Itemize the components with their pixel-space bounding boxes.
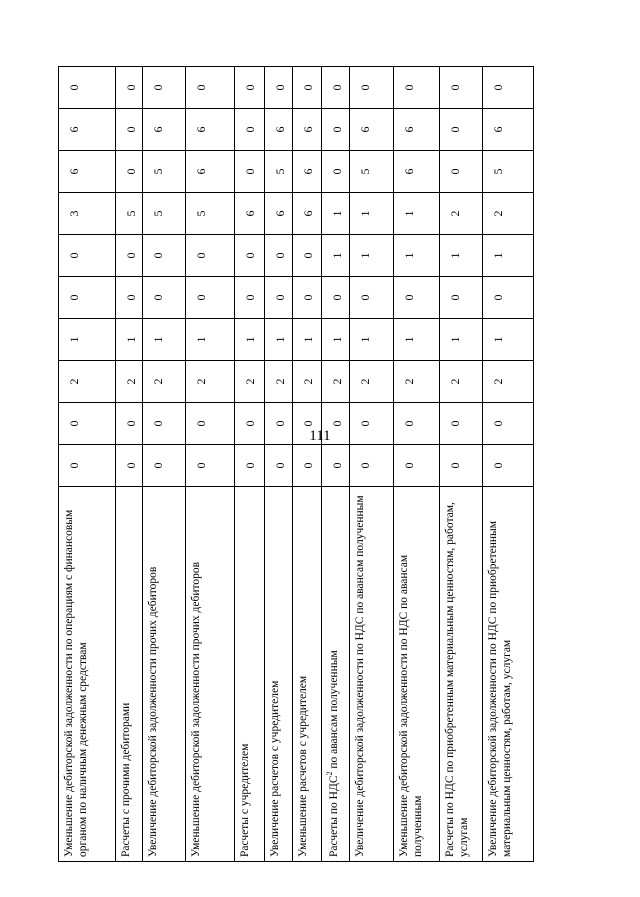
code-digit: 0 <box>59 403 116 445</box>
code-digit: 0 <box>293 235 322 277</box>
code-digit: 0 <box>322 403 350 445</box>
code-digit: 0 <box>235 403 265 445</box>
row-description: Уменьшение дебиторской задолженности прочих дебиторов <box>186 487 235 862</box>
code-digit: 0 <box>116 67 143 109</box>
table-row <box>350 67 394 862</box>
code-digit: 0 <box>483 67 534 109</box>
code-digit: 2 <box>394 361 440 403</box>
code-digit: 1 <box>483 319 534 361</box>
code-digit: 1 <box>186 319 235 361</box>
code-digit: 0 <box>440 109 483 151</box>
code-digit: 5 <box>186 193 235 235</box>
code-digit: 1 <box>394 193 440 235</box>
code-digit: 2 <box>143 361 186 403</box>
code-digit: 2 <box>440 361 483 403</box>
code-digit: 0 <box>59 445 116 487</box>
code-digit: 0 <box>350 277 394 319</box>
table-row <box>186 67 235 862</box>
code-digit: 0 <box>186 235 235 277</box>
code-digit: 1 <box>322 193 350 235</box>
code-digit: 2 <box>59 361 116 403</box>
code-digit: 0 <box>394 277 440 319</box>
code-digit: 6 <box>59 109 116 151</box>
code-digit: 6 <box>186 151 235 193</box>
account-codes-table <box>58 66 534 862</box>
code-digit: 2 <box>483 193 534 235</box>
code-digit: 1 <box>350 235 394 277</box>
table-row <box>59 67 116 862</box>
code-digit: 1 <box>143 319 186 361</box>
code-digit: 0 <box>143 67 186 109</box>
code-digit: 5 <box>350 151 394 193</box>
code-digit: 0 <box>143 277 186 319</box>
code-digit: 0 <box>59 67 116 109</box>
code-digit: 0 <box>394 403 440 445</box>
code-digit: 6 <box>59 151 116 193</box>
code-digit: 1 <box>59 319 116 361</box>
code-digit: 1 <box>265 319 293 361</box>
code-digit: 5 <box>116 193 143 235</box>
code-digit: 1 <box>350 319 394 361</box>
table-row <box>293 67 322 862</box>
code-digit: 6 <box>143 109 186 151</box>
code-digit: 6 <box>235 193 265 235</box>
row-description: Увеличение дебиторской задолженности по НДС по приобретенным материальным ценностям, работам, услугам <box>483 487 534 862</box>
code-digit: 1 <box>293 319 322 361</box>
code-digit: 6 <box>293 193 322 235</box>
code-digit: 6 <box>394 151 440 193</box>
page-number: 111 <box>309 428 331 444</box>
code-digit: 5 <box>143 151 186 193</box>
code-digit: 1 <box>116 319 143 361</box>
code-digit: 0 <box>235 151 265 193</box>
code-digit: 2 <box>440 193 483 235</box>
code-digit: 0 <box>235 109 265 151</box>
code-digit: 0 <box>143 235 186 277</box>
code-digit: 0 <box>440 151 483 193</box>
code-digit: 1 <box>394 319 440 361</box>
table-row <box>116 67 143 862</box>
code-digit: 6 <box>293 109 322 151</box>
code-digit: 0 <box>186 403 235 445</box>
code-digit: 0 <box>143 445 186 487</box>
code-digit: 5 <box>265 151 293 193</box>
code-digit: 1 <box>322 319 350 361</box>
row-description: Увеличение дебиторской задолженности по НДС по авансам полученным <box>350 487 394 862</box>
code-digit: 2 <box>116 361 143 403</box>
code-digit: 2 <box>265 361 293 403</box>
code-digit: 0 <box>265 235 293 277</box>
code-digit: 0 <box>235 277 265 319</box>
row-description: Уменьшение дебиторской задолженности по операциям с финансовым органом по наличным денежным средствам <box>59 487 116 862</box>
code-digit: 0 <box>116 235 143 277</box>
code-digit: 6 <box>483 109 534 151</box>
code-digit: 0 <box>483 277 534 319</box>
row-description: Увеличение расчетов с учредителем <box>265 487 293 862</box>
table-row <box>265 67 293 862</box>
code-digit: 0 <box>350 67 394 109</box>
row-description: Увеличение дебиторской задолженности прочих дебиторов <box>143 487 186 862</box>
code-digit: 0 <box>394 445 440 487</box>
table-row <box>440 67 483 862</box>
code-digit: 1 <box>440 235 483 277</box>
row-description: Расчеты по НДС по приобретенным материальным ценностям, работам, услугам <box>440 487 483 862</box>
code-digit: 0 <box>440 445 483 487</box>
code-digit: 6 <box>293 151 322 193</box>
vat-label: Расчеты по НДС <box>327 775 340 857</box>
vat-label-tail: по авансам полученным <box>327 650 340 772</box>
row-description: Уменьшение расчетов с учредителем <box>293 487 322 862</box>
code-digit: 2 <box>235 361 265 403</box>
row-description: Расчеты с учредителем <box>235 487 265 862</box>
code-digit: 2 <box>293 361 322 403</box>
code-digit: 0 <box>394 67 440 109</box>
code-digit: 0 <box>235 67 265 109</box>
code-digit: 0 <box>265 67 293 109</box>
row-description <box>322 487 350 862</box>
code-digit: 6 <box>186 109 235 151</box>
code-digit: 0 <box>235 445 265 487</box>
code-digit: 2 <box>186 361 235 403</box>
code-digit: 2 <box>483 361 534 403</box>
code-digit: 0 <box>265 277 293 319</box>
code-digit: 5 <box>143 193 186 235</box>
code-digit: 0 <box>293 67 322 109</box>
code-digit: 0 <box>116 445 143 487</box>
footnote-marker: 2 <box>325 771 334 776</box>
code-digit: 0 <box>116 151 143 193</box>
code-digit: 1 <box>350 193 394 235</box>
code-digit: 3 <box>59 193 116 235</box>
code-digit: 0 <box>235 235 265 277</box>
code-digit: 6 <box>350 109 394 151</box>
code-digit: 0 <box>322 67 350 109</box>
rotated-table-container <box>58 67 533 862</box>
table-row <box>483 67 534 862</box>
table-row <box>394 67 440 862</box>
code-digit: 0 <box>322 445 350 487</box>
code-digit: 0 <box>293 403 322 445</box>
code-digit: 0 <box>293 445 322 487</box>
code-digit: 0 <box>59 235 116 277</box>
row-description: Расчеты с прочими дебиторами <box>116 487 143 862</box>
row-description: Уменьшение дебиторской задолженности по НДС по авансам полученным <box>394 487 440 862</box>
code-digit: 0 <box>322 277 350 319</box>
code-digit: 0 <box>116 277 143 319</box>
table-row <box>322 67 350 862</box>
code-digit: 2 <box>322 361 350 403</box>
code-digit: 0 <box>265 445 293 487</box>
code-digit: 0 <box>293 277 322 319</box>
code-digit: 0 <box>186 445 235 487</box>
code-digit: 0 <box>322 151 350 193</box>
code-digit: 0 <box>59 277 116 319</box>
code-digit: 0 <box>350 445 394 487</box>
code-digit: 0 <box>322 109 350 151</box>
code-digit: 0 <box>186 277 235 319</box>
code-digit: 0 <box>116 403 143 445</box>
code-digit: 0 <box>186 67 235 109</box>
code-digit: 0 <box>483 403 534 445</box>
code-digit: 0 <box>350 403 394 445</box>
table-row <box>143 67 186 862</box>
code-digit: 1 <box>322 235 350 277</box>
code-digit: 0 <box>265 403 293 445</box>
code-digit: 5 <box>483 151 534 193</box>
code-digit: 2 <box>350 361 394 403</box>
code-digit: 0 <box>440 403 483 445</box>
code-digit: 6 <box>265 193 293 235</box>
code-digit: 0 <box>440 67 483 109</box>
code-digit: 1 <box>394 235 440 277</box>
code-digit: 6 <box>394 109 440 151</box>
code-digit: 0 <box>483 445 534 487</box>
code-digit: 0 <box>440 277 483 319</box>
code-digit: 6 <box>265 109 293 151</box>
code-digit: 1 <box>483 235 534 277</box>
code-digit: 0 <box>116 109 143 151</box>
code-digit: 1 <box>235 319 265 361</box>
code-digit: 1 <box>440 319 483 361</box>
table-row <box>235 67 265 862</box>
code-digit: 0 <box>143 403 186 445</box>
